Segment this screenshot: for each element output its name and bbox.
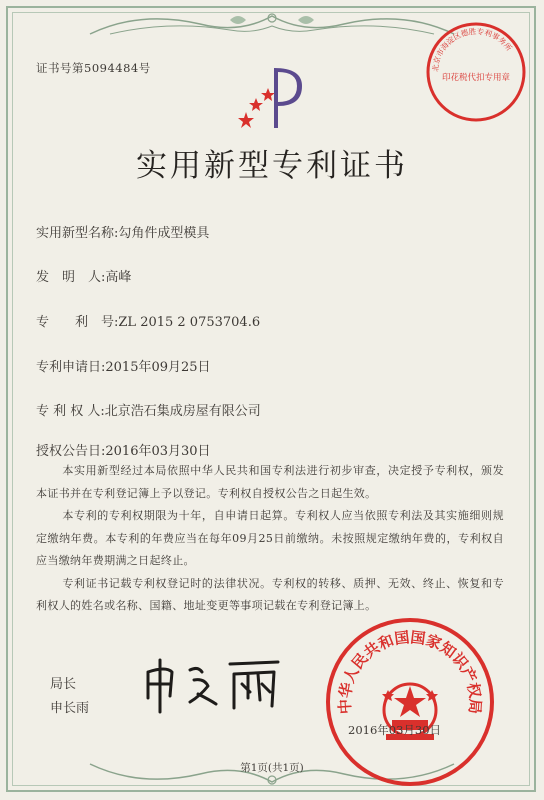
patent-office-logo [222,62,310,132]
tax-stamp-ring-text: 北京市海淀区德胜专利事务所 [430,26,514,73]
field-utility-model-name [36,222,209,241]
field-value: 2016年03月30日 [105,444,211,459]
handwritten-signature [138,650,288,720]
director-title: 局长 [50,677,77,692]
field-value: 北京浩石集成房屋有限公司 [104,404,261,419]
field-value: 2015年09月25日 [105,360,211,375]
field-value: 勾角件成型模具 [118,226,210,241]
tax-stamp [422,18,530,126]
field-label: 实用新型名称: [36,226,119,241]
body-paragraph: 本专利的专利权期限为十年，自申请日起算。专利权人应当依照专利法及其实施细则规定缴纳年费。本专利的年费应当在每年09月25日前缴纳。未按照规定缴纳年费的，专利权自应当缴纳年费期满之日起终止。 [36,509,504,567]
field-patentee [36,400,261,419]
issue-date: 2016年03月30日 [348,723,442,737]
page-title: 实用新型专利证书 [136,148,408,184]
director-name: 申长雨 [50,701,90,716]
field-patent-number [36,311,260,330]
top-ornament [80,6,464,40]
field-label: 发 明 人: [36,270,106,285]
field-filing-date [36,356,211,375]
field-inventor [36,266,131,285]
field-grant-date [36,440,211,459]
tax-stamp-center-text: 印花税代扣专用章 [441,73,511,83]
field-label: 专 利 号: [36,315,119,330]
seal-ring-text: 中华人民共和国国家知识产权局 [335,628,485,715]
field-label: 授权公告日: [36,444,106,459]
field-label: 专利申请日: [36,360,106,375]
page-number: 第1页(共1页) [240,762,304,774]
field-value: ZL 2015 2 0753704.6 [118,315,261,330]
body-paragraph: 本实用新型经过本局依照中华人民共和国专利法进行初步审查，决定授予专利权，颁发本证书并在专利登记簿上予以登记。专利权自授权公告之日起生效。 [36,464,504,500]
certificate-number: 证书号第5094484号 [36,61,151,75]
field-label: 专 利 权 人: [36,404,105,419]
body-paragraph: 专利证书记载专利权登记时的法律状况。专利权的转移、质押、无效、终止、恢复和专利权人的姓名或名称、国籍、地址变更等事项记载在专利登记簿上。 [36,576,504,612]
certificate-body [36,460,504,618]
field-value: 高峰 [105,270,132,285]
